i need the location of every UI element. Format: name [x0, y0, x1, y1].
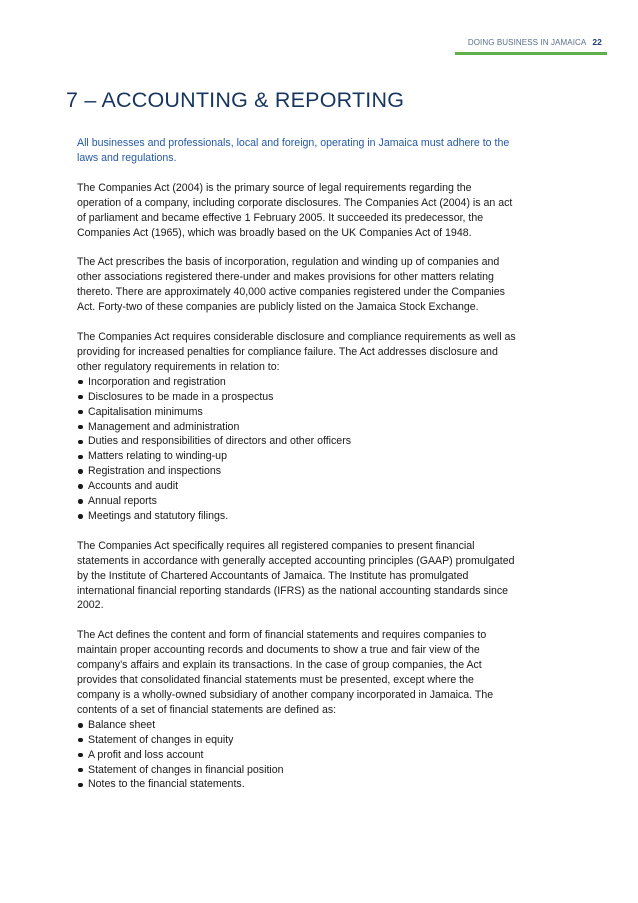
- paragraph: The Act defines the content and form of financial statements and requires companies to maintain proper accounting records and documents to show a true and fair view of the company’s affairs and explain its transactions. In the case of group companies, the Act provides that consolidated financial statements must be presented, except where the company is a wholly-owned subsidiary of another company incorporated in Jamaica. The contents of a set of financial statements are defined as:: [77, 629, 494, 716]
- page-number: 22: [592, 37, 602, 47]
- list-item: Management and administration: [77, 420, 517, 435]
- list-item: Duties and responsibilities of directors and other officers: [77, 434, 517, 449]
- header-accent-rule: [455, 52, 607, 55]
- list-item: Accounts and audit: [77, 479, 517, 494]
- list-item: Meetings and statutory filings.: [77, 509, 517, 524]
- list-item: Capitalisation minimums: [77, 405, 517, 420]
- paragraph: The Act prescribes the basis of incorporation, regulation and winding up of companies and other associations registered there-under and makes provisions for other matters relating thereto. There are approximately 40,000 active companies registered under the Companies Act. Forty-two of these companies are publicly listed on the Jamaica Stock Exchange.: [77, 256, 505, 314]
- paragraph: The Companies Act requires considerable disclosure and compliance requirements as well as providing for increased penalties for compliance failure. The Act addresses disclosure and other regulatory requirements in relation to:: [77, 331, 516, 373]
- list-item: Statement of changes in equity: [77, 733, 517, 748]
- section-title: 7 – ACCOUNTING & REPORTING: [66, 88, 405, 112]
- list-item: Matters relating to winding-up: [77, 449, 517, 464]
- list-item: Disclosures to be made in a prospectus: [77, 390, 517, 405]
- list-item: Incorporation and registration: [77, 375, 517, 390]
- financial-statements-list: [77, 718, 517, 793]
- list-item: A profit and loss account: [77, 748, 517, 763]
- body-content: [77, 136, 517, 792]
- list-item: Balance sheet: [77, 718, 517, 733]
- list-item: Registration and inspections: [77, 464, 517, 479]
- paragraph: The Companies Act (2004) is the primary source of legal requirements regarding the operation of a company, including corporate disclosures. The Companies Act (2004) is an act of parliament and became effective 1 February 2005. It succeeded its predecessor, the Companies Act (1965), which was broadly based on the UK Companies Act of 1948.: [77, 181, 513, 239]
- list-item: Statement of changes in financial position: [77, 763, 517, 778]
- intro-paragraph: All businesses and professionals, local and foreign, operating in Jamaica must adhere to the laws and regulations.: [77, 137, 510, 164]
- paragraph: The Companies Act specifically requires all registered companies to present financial statements in accordance with generally accepted accounting principles (GAAP) promulgated by the Institute of Chartered Accountants of Jamaica. The Institute has promulgated international financial reporting standards (IFRS) as the national accounting standards since 2002.: [77, 539, 515, 612]
- list-item: Notes to the financial statements.: [77, 777, 517, 792]
- regulatory-requirements-list: [77, 375, 517, 524]
- list-item: Annual reports: [77, 494, 517, 509]
- running-title: DOING BUSINESS IN JAMAICA: [467, 37, 587, 47]
- running-header: [468, 37, 602, 47]
